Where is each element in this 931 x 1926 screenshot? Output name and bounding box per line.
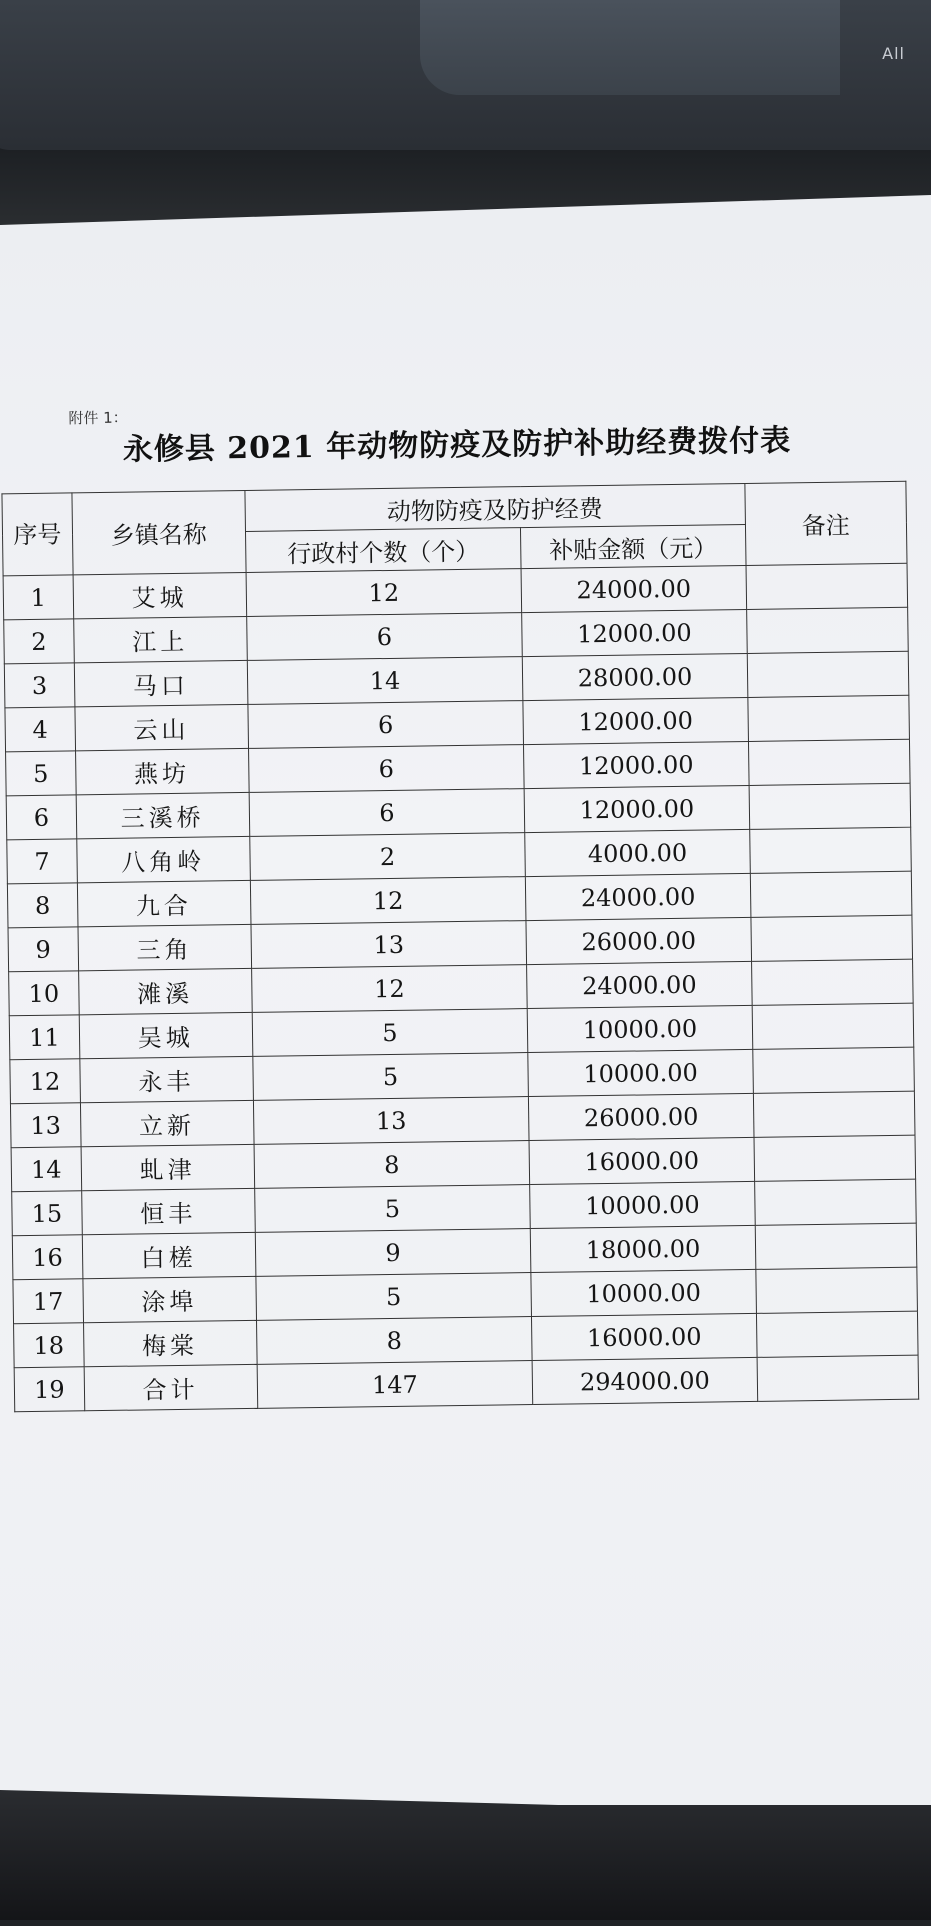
row-town: 白槎 xyxy=(82,1232,255,1278)
row-villages: 5 xyxy=(255,1273,531,1321)
row-villages: 5 xyxy=(252,1009,528,1057)
row-town: 立新 xyxy=(80,1100,253,1146)
row-villages: 6 xyxy=(248,745,524,793)
header-note: 备注 xyxy=(744,481,907,565)
row-amount: 26000.00 xyxy=(529,1093,754,1140)
row-index: 1 xyxy=(3,575,73,620)
row-villages: 2 xyxy=(249,833,525,881)
header-amount: 补贴金额（元） xyxy=(521,524,746,568)
row-villages: 8 xyxy=(256,1317,532,1365)
row-amount: 294000.00 xyxy=(532,1357,757,1404)
row-index: 2 xyxy=(4,619,74,664)
funds-table xyxy=(1,481,919,1413)
row-town: 合计 xyxy=(84,1364,257,1410)
row-note xyxy=(751,959,913,1005)
row-town: 八角岭 xyxy=(77,836,250,882)
row-villages: 14 xyxy=(247,657,523,705)
row-villages: 147 xyxy=(257,1361,533,1409)
row-town: 恒丰 xyxy=(81,1188,254,1234)
row-town: 三溪桥 xyxy=(76,792,249,838)
row-amount: 24000.00 xyxy=(527,961,752,1008)
row-note xyxy=(757,1355,919,1401)
row-index: 7 xyxy=(7,839,77,884)
row-town: 三角 xyxy=(78,924,251,970)
row-amount: 12000.00 xyxy=(524,785,749,832)
row-note xyxy=(748,739,910,785)
laptop-brand-text: All xyxy=(882,44,905,63)
row-note xyxy=(749,827,911,873)
row-town: 虬津 xyxy=(81,1144,254,1190)
row-note xyxy=(753,1091,915,1137)
row-amount: 12000.00 xyxy=(523,697,748,744)
row-town: 燕坊 xyxy=(75,748,248,794)
row-note xyxy=(755,1267,917,1313)
row-note xyxy=(752,1047,914,1093)
row-note xyxy=(746,607,908,653)
row-villages: 5 xyxy=(252,1053,528,1101)
row-villages: 13 xyxy=(251,921,527,969)
attachment-label: 附件 1： xyxy=(68,408,128,428)
row-villages: 13 xyxy=(253,1097,529,1145)
row-index: 12 xyxy=(10,1059,80,1104)
row-note xyxy=(746,563,908,609)
row-note xyxy=(747,695,909,741)
row-town: 梅棠 xyxy=(83,1320,256,1366)
row-villages: 9 xyxy=(255,1229,531,1277)
row-index: 15 xyxy=(12,1191,82,1236)
row-note xyxy=(750,871,912,917)
row-villages: 8 xyxy=(254,1141,530,1189)
row-amount: 10000.00 xyxy=(530,1181,755,1228)
row-note xyxy=(756,1311,918,1357)
row-amount: 10000.00 xyxy=(528,1005,753,1052)
header-town: 乡镇名称 xyxy=(72,490,246,574)
row-note xyxy=(754,1135,916,1181)
row-villages: 12 xyxy=(250,877,526,925)
row-amount: 18000.00 xyxy=(531,1225,756,1272)
header-row-top xyxy=(2,481,906,535)
row-town: 滩溪 xyxy=(78,968,251,1014)
row-index: 16 xyxy=(12,1235,82,1280)
header-villages: 行政村个数（个） xyxy=(245,528,521,573)
row-town: 江上 xyxy=(73,616,246,662)
row-villages: 6 xyxy=(249,789,525,837)
row-amount: 24000.00 xyxy=(521,565,746,612)
row-index: 4 xyxy=(5,707,75,752)
row-index: 11 xyxy=(9,1015,79,1060)
row-town: 吴城 xyxy=(79,1012,252,1058)
row-amount: 24000.00 xyxy=(526,873,751,920)
row-index: 14 xyxy=(11,1147,81,1192)
row-villages: 12 xyxy=(246,569,522,617)
row-note xyxy=(749,783,911,829)
row-villages: 6 xyxy=(247,701,523,749)
row-town: 涂埠 xyxy=(83,1276,256,1322)
row-note xyxy=(755,1223,917,1269)
row-villages: 5 xyxy=(254,1185,530,1233)
row-amount: 4000.00 xyxy=(525,829,750,876)
row-villages: 12 xyxy=(251,965,527,1013)
table-header xyxy=(2,481,907,576)
row-amount: 28000.00 xyxy=(523,653,748,700)
row-amount: 12000.00 xyxy=(524,741,749,788)
row-amount: 12000.00 xyxy=(522,609,747,656)
row-town: 九合 xyxy=(77,880,250,926)
header-index: 序号 xyxy=(2,493,73,576)
row-town: 云山 xyxy=(75,704,248,750)
row-index: 6 xyxy=(6,795,76,840)
row-amount: 26000.00 xyxy=(526,917,751,964)
row-index: 18 xyxy=(14,1323,84,1368)
document-title: 永修县 2021 年动物防疫及防护补助经费拨付表 xyxy=(122,423,792,468)
row-index: 19 xyxy=(14,1367,84,1412)
row-index: 13 xyxy=(10,1103,80,1148)
row-note xyxy=(754,1179,916,1225)
table-body xyxy=(3,563,919,1412)
row-town: 马口 xyxy=(74,660,247,706)
row-amount: 10000.00 xyxy=(528,1049,753,1096)
row-index: 10 xyxy=(9,971,79,1016)
row-note xyxy=(751,915,913,961)
row-note xyxy=(747,651,909,697)
row-index: 17 xyxy=(13,1279,83,1324)
row-villages: 6 xyxy=(246,613,522,661)
row-amount: 16000.00 xyxy=(529,1137,754,1184)
row-note xyxy=(752,1003,914,1049)
header-funds-group: 动物防疫及防护经费 xyxy=(245,483,746,531)
row-town: 艾城 xyxy=(73,572,246,618)
row-town: 永丰 xyxy=(80,1056,253,1102)
row-index: 5 xyxy=(6,751,76,796)
row-index: 9 xyxy=(8,927,78,972)
row-amount: 16000.00 xyxy=(532,1313,757,1360)
row-index: 3 xyxy=(4,663,74,708)
row-amount: 10000.00 xyxy=(531,1269,756,1316)
row-index: 8 xyxy=(7,883,77,928)
